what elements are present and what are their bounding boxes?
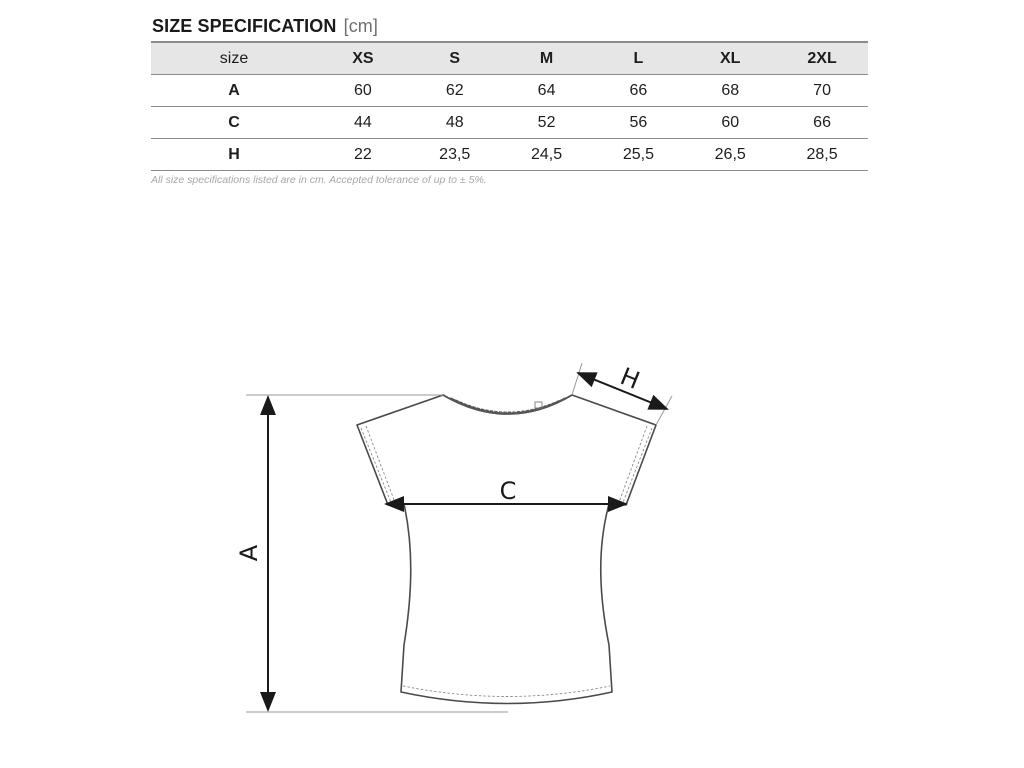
size-header-cell: M	[501, 42, 593, 75]
table-cell: 28,5	[776, 139, 868, 171]
size-header-cell: XS	[317, 42, 409, 75]
size-header-label: size	[151, 42, 317, 75]
table-cell: 22	[317, 139, 409, 171]
table-cell: 60	[684, 107, 776, 139]
table-cell: 66	[776, 107, 868, 139]
table-cell: 56	[592, 107, 684, 139]
size-header-cell: 2XL	[776, 42, 868, 75]
size-header-cell: S	[409, 42, 501, 75]
table-cell: 23,5	[409, 139, 501, 171]
table-cell: 48	[409, 107, 501, 139]
dimension-label-h: H	[616, 362, 644, 395]
row-label: H	[151, 139, 317, 171]
table-cell: 64	[501, 75, 593, 107]
table-cell: 44	[317, 107, 409, 139]
tshirt-outline	[357, 395, 656, 704]
table-cell: 62	[409, 75, 501, 107]
row-label: A	[151, 75, 317, 107]
table-cell: 25,5	[592, 139, 684, 171]
size-header-cell: L	[592, 42, 684, 75]
table-cell: 70	[776, 75, 868, 107]
dimension-a	[235, 395, 508, 712]
table-cell: 60	[317, 75, 409, 107]
row-label: C	[151, 107, 317, 139]
neckline	[443, 395, 572, 414]
dimension-label-c: C	[499, 477, 517, 505]
spec-title-text: SIZE SPECIFICATION	[152, 16, 337, 36]
stitching	[361, 426, 652, 697]
dimension-h	[572, 362, 672, 425]
spec-unit: [cm]	[343, 16, 378, 36]
table-cell: 52	[501, 107, 593, 139]
table-cell: 66	[592, 75, 684, 107]
tolerance-note: All size specifications listed are in cm. Accepted tolerance of up to ± 5%.	[151, 174, 487, 186]
dimension-label-a: A	[235, 544, 263, 562]
size-header-cell: XL	[684, 42, 776, 75]
table-cell: 26,5	[684, 139, 776, 171]
table-cell: 68	[684, 75, 776, 107]
table-cell: 24,5	[501, 139, 593, 171]
dimension-c	[386, 477, 626, 505]
